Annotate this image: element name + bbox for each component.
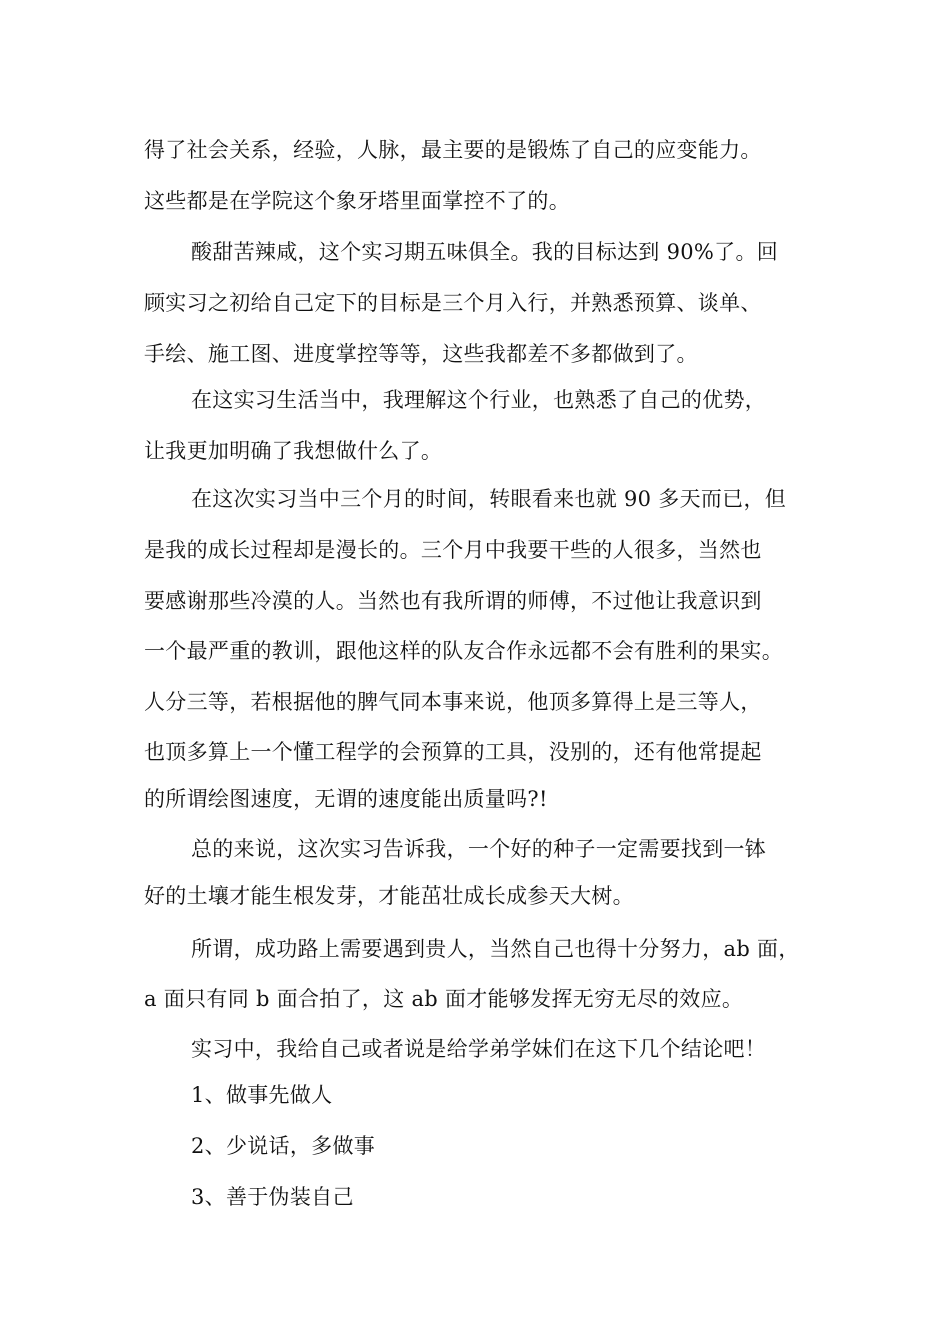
- list-item-1: 1、做事先做人: [191, 1083, 333, 1107]
- text-line-9: 是我的成长过程却是漫长的。三个月中我要干些的人很多，当然也: [144, 538, 762, 562]
- text-line-17: 所谓，成功路上需要遇到贵人，当然自己也得十分努力，ab 面，: [191, 937, 800, 961]
- text-line-7: 让我更加明确了我想做什么了。: [144, 439, 443, 463]
- text-line-8: 在这次实习当中三个月的时间，转眼看来也就 90 多天而已，但: [191, 487, 787, 511]
- text-line-11: 一个最严重的教训，跟他这样的队友合作永远都不会有胜利的果实。: [144, 639, 783, 663]
- text-line-15: 总的来说，这次实习告诉我，一个好的种子一定需要找到一钵: [191, 837, 767, 861]
- text-line-12: 人分三等，若根据他的脾气同本事来说，他顶多算得上是三等人，: [144, 690, 762, 714]
- text-line-19: 实习中，我给自己或者说是给学弟学妹们在这下几个结论吧！: [191, 1037, 767, 1061]
- text-line-16: 好的土壤才能生根发芽，才能茁壮成长成参天大树。: [144, 884, 634, 908]
- text-line-14: 的所谓绘图速度，无谓的速度能出质量吗?!: [144, 787, 548, 811]
- text-line-6: 在这实习生活当中，我理解这个行业，也熟悉了自己的优势，: [191, 388, 767, 412]
- text-line-18: a 面只有同 b 面合拍了，这 ab 面才能够发挥无穷无尽的效应。: [144, 987, 744, 1011]
- text-line-3: 酸甜苦辣咸，这个实习期五味俱全。我的目标达到 90%了。回: [191, 240, 779, 264]
- text-line-2: 这些都是在学院这个象牙塔里面掌控不了的。: [144, 189, 570, 213]
- list-item-2: 2、少说话，多做事: [191, 1134, 376, 1158]
- list-item-3: 3、善于伪装自己: [191, 1185, 354, 1209]
- text-line-10: 要感谢那些冷漠的人。当然也有我所谓的师傅，不过他让我意识到: [144, 589, 762, 613]
- text-line-13: 也顶多算上一个懂工程学的会预算的工具，没别的，还有他常提起: [144, 740, 762, 764]
- text-line-1: 得了社会关系，经验，人脉，最主要的是锻炼了自己的应变能力。: [144, 138, 762, 162]
- text-line-4: 顾实习之初给自己定下的目标是三个月入行，并熟悉预算、谈单、: [144, 291, 762, 315]
- text-line-5: 手绘、施工图、进度掌控等等，这些我都差不多都做到了。: [144, 342, 698, 366]
